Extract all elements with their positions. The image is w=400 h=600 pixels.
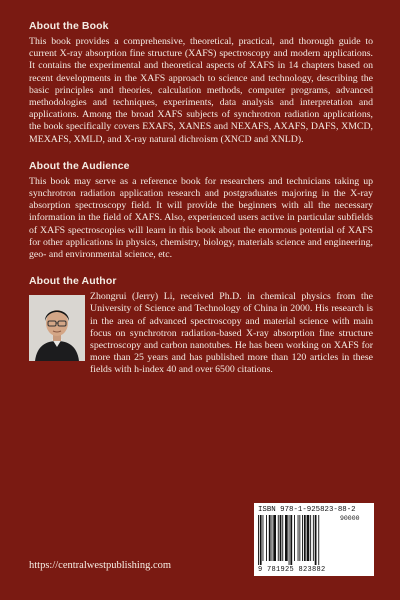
barcode-stripe (282, 515, 283, 561)
about-book-text: This book provides a comprehensive, theoretical, practical, and thorough guide to current X-ray absorption fine structure (XAFS) spectroscopy and modern applications. It contains the experimental and theoretical aspects of XAFS in 14 chapters based on recent developments in the XAFS approach to science and technology, describing the basic principles and theories, calculation methods, computer programs, advanced methodologies and techniques, experiments, data analysis and interpretation and applications. Among the broad XAFS subjects of synchrotron radiation applications, the book specifically covers EXAFS, XANES and NEXAFS, AXAFS, DAFS, XMCD, MEXAFS, XMLD, and X-ray natural dichroism (XNCD and XNLD). (29, 36, 373, 145)
barcode-stripe (290, 515, 292, 565)
barcode-stripe (313, 515, 314, 561)
barcode-stripe (310, 515, 311, 561)
about-audience-text: This book may serve as a reference book for researchers and technicians taking up synchrotron radiation application research and postgraduates majoring in the X-ray absorption spectroscopy field. It will provide the beginners with all the necessary information in the field of XAFS. Also, experienced users active in particular subfields of XAFS spectroscopies will learn in this book about the enormous potential of XAFS for other applications in physics, chemistry, biology, materials science and engineering, geo- and environmental science, etc. (29, 175, 373, 261)
barcode-stripe (266, 515, 267, 561)
barcode-bars (258, 515, 338, 565)
about-book-section (29, 20, 373, 146)
barcode-stripe (273, 515, 276, 561)
barcode-stripe (272, 515, 273, 561)
barcode-stripe (285, 515, 288, 561)
author-block (29, 291, 373, 376)
about-author-text: Zhongrui (Jerry) Li, received Ph.D. in chemical physics from the University of Science and Technology of China in 2000. His research is in the area of advanced spectroscopy and material science with main focus on synchrotron radiation-based X-ray absorption fine structure spectroscopy and carbon nanotubes. He has been working on XAFS for more than 25 years and has published more than 120 articles in these fields with h-index 40 and over 6500 citations. (90, 291, 373, 376)
about-book-heading: About the Book (29, 20, 109, 32)
barcode-stripe (260, 515, 262, 565)
cover-text (29, 20, 373, 391)
barcode-stripe (298, 515, 299, 561)
barcode-stripe (269, 515, 271, 561)
barcode-number: 9 781925 823882 (258, 566, 326, 574)
price-code: 90000 (340, 515, 360, 522)
barcode-stripe (280, 515, 282, 561)
about-audience-heading: About the Audience (29, 159, 130, 172)
barcode-stripe (299, 515, 300, 561)
barcode-stripe (318, 515, 319, 565)
publisher-url[interactable]: https://centralwestpublishing.com (29, 560, 172, 571)
author-portrait-image (29, 295, 85, 361)
barcode-stripe (263, 515, 264, 561)
barcode-stripe (307, 515, 310, 561)
barcode-stripe (315, 515, 317, 565)
about-author-section (29, 275, 373, 376)
about-author-heading: About the Author (29, 275, 117, 288)
barcode-stripe (258, 515, 259, 565)
isbn-barcode (254, 503, 374, 576)
barcode-stripe (294, 515, 295, 561)
isbn-label: ISBN 978-1-925823-88-2 (258, 506, 356, 514)
barcode-stripe (302, 515, 303, 561)
barcode-stripe (278, 515, 279, 561)
author-photo (29, 295, 85, 361)
barcode-stripe (304, 515, 306, 561)
about-audience-section (29, 160, 373, 261)
barcode-stripe (289, 515, 290, 565)
